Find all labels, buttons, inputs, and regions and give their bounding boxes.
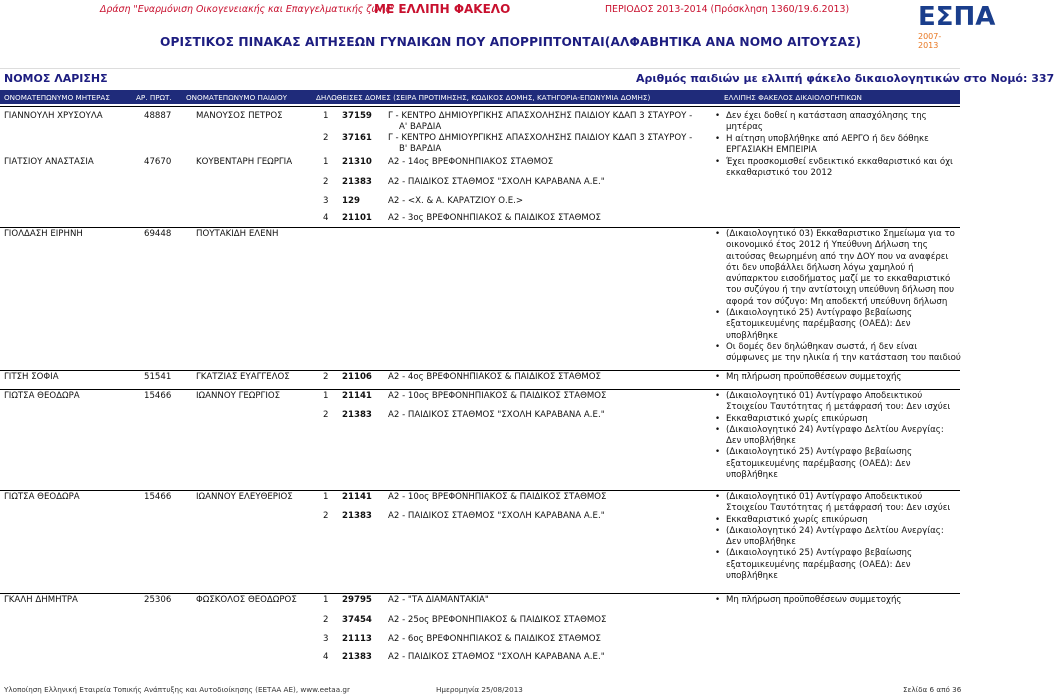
missing-documents-list <box>714 229 961 365</box>
structure-order: 2 <box>323 410 329 420</box>
prefecture-label: ΝΟΜΟΣ ΛΑΡΙΣΗΣ <box>4 72 108 85</box>
structure-name <box>388 213 601 224</box>
structure-name-line: Α2 - ΠΑΙΔΙΚΟΣ ΣΤΑΘΜΟΣ "ΣΧΟΛΗ ΚΑΡΑΒΑΝΑ Α.Ε." <box>388 511 605 521</box>
protocol-number: 48887 <box>144 111 172 121</box>
structure-name-line: Α2 - ΠΑΙΔΙΚΟΣ ΣΤΑΘΜΟΣ "ΣΧΟΛΗ ΚΑΡΑΒΑΝΑ Α.Ε." <box>388 652 605 662</box>
record-separator <box>0 389 960 390</box>
structure-code: 21383 <box>342 177 372 187</box>
espa-logo-years: 2007-2013 <box>918 32 942 50</box>
missing-document-item-line: Δεν υποβλήθηκε <box>726 537 796 548</box>
structure-code: 29795 <box>342 595 372 605</box>
missing-documents-list <box>714 391 950 481</box>
structure-name <box>388 492 606 503</box>
missing-document-item-line: Δεν υποβλήθηκε <box>726 436 796 447</box>
structure-code: 21383 <box>342 652 372 662</box>
missing-document-item: • (Δικαιολογητικό 01) Αντίγραφο Αποδεικτικού <box>714 391 950 402</box>
missing-document-item-line: σύμφωνες με την ηλικία ή την κατάσταση του παιδιού <box>726 353 961 364</box>
structure-name-line: Α' ΒΑΡΔΙΑ <box>399 122 442 133</box>
protocol-number: 47670 <box>144 157 172 167</box>
missing-document-item: • (Δικαιολογητικό 24) Αντίγραφο Δελτίου Ανεργίας: <box>714 526 950 537</box>
missing-document-item-line: εκκαθαριστικό του 2012 <box>726 168 833 179</box>
structure-name-line: Α2 - 3ος ΒΡΕΦΟΝΗΠΙΑΚΟΣ & ΠΑΙΔΙΚΟΣ ΣΤΑΘΜΟΣ <box>388 213 601 223</box>
mother-name: ΓΙΩΤΣΑ ΘΕΟΔΩΡΑ <box>4 391 80 401</box>
missing-document-item: • Δεν έχει δοθεί η κατάσταση απασχόλησης της <box>714 111 929 122</box>
structure-name <box>388 652 605 663</box>
missing-document-item-line: ότι δεν υποβάλλει δήλωση λόγω χαμηλού ή <box>726 262 914 273</box>
structure-name <box>388 410 605 421</box>
child-name: ΦΩΣΚΟΛΟΣ ΘΕΟΔΩΡΟΣ <box>196 595 297 605</box>
footer-date: Ημερομηνία 25/08/2013 <box>436 685 523 694</box>
protocol-number: 15466 <box>144 391 172 401</box>
period-label: ΠΕΡΙΟΔΟΣ 2013-2014 (Πρόσκληση 1360/19.6.2013) <box>605 4 850 15</box>
missing-document-item-line: ΕΡΓΑΣΙΑΚΗ ΕΜΠΕΙΡΙΑ <box>726 144 817 155</box>
child-name: ΜΑΝΟΥΣΟΣ ΠΕΤΡΟΣ <box>196 111 283 121</box>
espa-logo <box>918 0 996 50</box>
column-header-bar <box>0 90 960 104</box>
missing-documents-list <box>714 492 950 582</box>
missing-document-item-line: υποβλήθηκε <box>726 470 778 481</box>
page-footer <box>0 682 960 695</box>
structure-code: 37454 <box>342 615 372 625</box>
missing-document-item-line: Στοιχείου Ταυτότητας ή μετάφρασή του: Δεν ισχύει <box>726 402 951 413</box>
program-action-title: Δράση "Εναρμόνιση Οικογενειακής και Επαγγελματικής ζωής" <box>100 4 395 15</box>
structure-name-line: Α2 - 6ος ΒΡΕΦΟΝΗΠΙΑΚΟΣ & ΠΑΙΔΙΚΟΣ ΣΤΑΘΜΟΣ <box>388 634 601 644</box>
col-missing: ΕΛΛΙΠΗΣ ΦΑΚΕΛΟΣ ΔΙΚΑΙΟΛΟΓΗΤΙΚΩΝ <box>724 93 862 102</box>
structure-code: 21106 <box>342 372 372 382</box>
structure-order: 1 <box>323 391 329 401</box>
structure-code: 21141 <box>342 492 372 502</box>
missing-document-item: • (Δικαιολογητικό 25) Αντίγραφο βεβαίωσης <box>714 447 950 458</box>
structure-code: 21383 <box>342 511 372 521</box>
structure-name <box>388 511 605 522</box>
table-top-rule <box>0 106 960 107</box>
record-separator <box>0 593 960 594</box>
structure-name <box>388 595 489 606</box>
missing-document-item: • Έχει προσκομισθεί ενδεικτικό εκκαθαριστικό και όχι <box>714 157 953 168</box>
missing-document-item: • Μη πλήρωση προϋποθέσεων συμμετοχής <box>714 595 901 606</box>
missing-document-item: • (Δικαιολογητικό 01) Αντίγραφο Αποδεικτικού <box>714 492 950 503</box>
missing-document-item-line: του συζύγου ή την αντίστοιχη υπεύθυνη δήλωση που <box>726 285 955 296</box>
structure-code: 129 <box>342 196 360 206</box>
mother-name: ΓΚΑΛΗ ΔΗΜΗΤΡΑ <box>4 595 78 605</box>
structure-name <box>388 372 601 383</box>
protocol-number: 69448 <box>144 229 172 239</box>
structure-code: 21113 <box>342 634 372 644</box>
missing-documents-list <box>714 157 953 180</box>
structure-name <box>388 177 605 188</box>
missing-documents-list <box>714 372 901 383</box>
structure-order: 1 <box>323 492 329 502</box>
missing-document-item: • (Δικαιολογητικό 25) Αντίγραφο βεβαίωσης <box>714 548 950 559</box>
espa-logo-text: ΕΣΠΑ <box>918 2 996 32</box>
missing-document-item: • Μη πλήρωση προϋποθέσεων συμμετοχής <box>714 372 901 383</box>
structure-order: 2 <box>323 615 329 625</box>
record-separator <box>0 490 960 491</box>
structure-name <box>388 391 606 402</box>
col-child: ΟΝΟΜΑΤΕΠΩΝΥΜΟ ΠΑΙΔΙΟΥ <box>186 93 288 102</box>
missing-document-item-line: οικονομικό έτος 2012 ή Υπεύθυνη Δήλωση της <box>726 240 928 251</box>
mother-name: ΓΙΑΤΣΙΟΥ ΑΝΑΣΤΑΣΙΑ <box>4 157 94 167</box>
protocol-number: 25306 <box>144 595 172 605</box>
child-name: ΠΟΥΤΑΚΙΔΗ ΕΛΕΝΗ <box>196 229 279 239</box>
record-separator <box>0 227 960 228</box>
missing-document-item: • Οι δομές δεν δηλώθηκαν σωστά, ή δεν είναι <box>714 342 961 353</box>
structure-order: 3 <box>323 196 329 206</box>
structure-name-line: Β' ΒΑΡΔΙΑ <box>399 144 442 155</box>
structure-name-line: Α2 - 25ος ΒΡΕΦΟΝΗΠΙΑΚΟΣ & ΠΑΙΔΙΚΟΣ ΣΤΑΘΜΟΣ <box>388 615 607 625</box>
structure-order: 2 <box>323 372 329 382</box>
structure-name <box>388 157 553 168</box>
structure-name <box>388 196 523 207</box>
structure-order: 1 <box>323 595 329 605</box>
structure-order: 4 <box>323 213 329 223</box>
missing-document-item: • (Δικαιολογητικό 24) Αντίγραφο Δελτίου Ανεργίας: <box>714 425 950 436</box>
protocol-number: 51541 <box>144 372 172 382</box>
footer-publisher: Υλοποίηση Ελληνική Εταιρεία Τοπικής Ανάπτυξης και Αυτοδιοίκησης (ΕΕΤΑΑ ΑΕ), www.eetaa.gr <box>4 685 350 694</box>
structure-name-line: Α2 - 4ος ΒΡΕΦΟΝΗΠΙΑΚΟΣ & ΠΑΙΔΙΚΟΣ ΣΤΑΘΜΟΣ <box>388 372 601 382</box>
structure-name-line: Α2 - "ΤΑ ΔΙΑΜΑΝΤΑΚΙΑ" <box>388 595 489 605</box>
footer-page: Σελίδα 6 από 36 <box>903 685 962 694</box>
structure-name <box>388 133 692 156</box>
missing-document-item-line: Στοιχείου Ταυτότητας ή μετάφρασή του: Δεν ισχύει <box>726 503 951 514</box>
missing-document-item: • (Δικαιολογητικό 25) Αντίγραφο βεβαίωσης <box>714 308 961 319</box>
child-name: ΓΚΑΤΖΙΑΣ ΕΥΑΓΓΕΛΟΣ <box>196 372 290 382</box>
mother-name: ΓΙΑΝΝΟΥΛΗ ΧΡΥΣΟΥΛΑ <box>4 111 103 121</box>
child-name: ΙΩΑΝΝΟΥ ΓΕΩΡΓΙΟΣ <box>196 391 281 401</box>
missing-document-item-line: ανύπαρκτου εισοδήματος μαζί με το εκκαθαριστικό <box>726 274 951 285</box>
structure-name <box>388 111 692 134</box>
structure-name-line: Α2 - ΠΑΙΔΙΚΟΣ ΣΤΑΘΜΟΣ "ΣΧΟΛΗ ΚΑΡΑΒΑΝΑ Α.Ε." <box>388 177 605 187</box>
mother-name: ΓΙΩΤΣΑ ΘΕΟΔΩΡΑ <box>4 492 80 502</box>
structure-name-line: Α2 - 14ος ΒΡΕΦΟΝΗΠΙΑΚΟΣ ΣΤΑΘΜΟΣ <box>388 157 554 167</box>
prefecture-count: Αριθμός παιδιών με ελλιπή φάκελο δικαιολογητικών στο Νομό: 337 <box>636 72 1054 85</box>
missing-document-item-line: εξατομικευμένης παρέμβασης (ΟΑΕΔ): Δεν <box>726 458 911 469</box>
structure-code: 37159 <box>342 111 372 121</box>
missing-document-item: • Η αίτηση υποβλήθηκε από ΑΕΡΓΟ ή δεν δόθηκε <box>714 134 929 145</box>
col-mother: ΟΝΟΜΑΤΕΠΩΝΥΜΟ ΜΗΤΕΡΑΣ <box>4 93 110 102</box>
missing-document-item-line: υποβλήθηκε <box>726 571 778 582</box>
missing-file-heading: ΜΕ ΕΛΛΙΠΗ ΦΑΚΕΛΟ <box>374 2 511 16</box>
mother-name: ΓΙΟΛΔΑΣΗ ΕΙΡΗΝΗ <box>4 229 83 239</box>
missing-document-item-line: αφορά τον σύζυγο: Μη αποδεκτή υπεύθυνη δήλωση <box>726 296 948 307</box>
structure-order: 1 <box>323 157 329 167</box>
missing-document-item: • (Δικαιολογητικό 03) Εκκαθαριστικο Σημείωμα για το <box>714 229 961 240</box>
missing-document-item-line: αιτούσας θεωρημένη από την ΔΟΥ που να αναφέρει <box>726 251 949 262</box>
missing-documents-list <box>714 111 929 156</box>
structure-name <box>388 615 606 626</box>
missing-document-item-line: μητέρας <box>726 122 763 133</box>
structure-order: 1 <box>323 111 329 121</box>
missing-document-item-line: υποβλήθηκε <box>726 330 778 341</box>
mother-name: ΓΙΤΣΗ ΣΟΦΙΑ <box>4 372 59 382</box>
structure-code: 21310 <box>342 157 372 167</box>
structure-order: 2 <box>323 133 329 143</box>
structure-name-line: Α2 - <Χ. & Α. ΚΑΡΑΤΖΙΟΥ Ο.Ε.> <box>388 196 524 206</box>
missing-document-item-line: εξατομικευμένης παρέμβασης (ΟΑΕΔ): Δεν <box>726 319 911 330</box>
col-structures: ΔΗΛΩΘΕΙΣΕΣ ΔΟΜΕΣ (ΣΕΙΡΑ ΠΡΟΤΙΜΗΣΗΣ, ΚΩΔΙΚΟΣ ΔΟΜΗΣ, ΚΑΤΗΓΟΡΙΑ-ΕΠΩΝΥΜΙΑ ΔΟΜΗΣ) <box>316 93 651 102</box>
structure-code: 37161 <box>342 133 372 143</box>
structure-code: 21141 <box>342 391 372 401</box>
structure-order: 3 <box>323 634 329 644</box>
structure-name-line: Γ - ΚΕΝΤΡΟ ΔΗΜΙΟΥΡΓΙΚΗΣ ΑΠΑΣΧΟΛΗΣΗΣ ΠΑΙΔΙΟΥ ΚΔΑΠ 3 ΣΤΑΥΡΟΥ - <box>388 133 693 143</box>
child-name: ΙΩΑΝΝΟΥ ΕΛΕΥΘΕΡΙΟΣ <box>196 492 293 502</box>
structure-name-line: Α2 - ΠΑΙΔΙΚΟΣ ΣΤΑΘΜΟΣ "ΣΧΟΛΗ ΚΑΡΑΒΑΝΑ Α.Ε." <box>388 410 605 420</box>
document-title: ΟΡΙΣΤΙΚΟΣ ΠΙΝΑΚΑΣ ΑΙΤΗΣΕΩΝ ΓΥΝΑΙΚΩΝ ΠΟΥ ΑΠΟΡΡΙΠΤΟΝΤΑΙ(ΑΛΦΑΒΗΤΙΚΑ ΑΝΑ ΝΟΜΟ ΑΙΤΟΥΣΑΣ) <box>160 35 862 49</box>
missing-document-item-line: εξατομικευμένης παρέμβασης (ΟΑΕΔ): Δεν <box>726 559 911 570</box>
structure-name-line: Α2 - 10ος ΒΡΕΦΟΝΗΠΙΑΚΟΣ & ΠΑΙΔΙΚΟΣ ΣΤΑΘΜΟΣ <box>388 492 607 502</box>
structure-code: 21101 <box>342 213 372 223</box>
prefecture-bar <box>0 68 1054 88</box>
protocol-number: 15466 <box>144 492 172 502</box>
structure-order: 2 <box>323 511 329 521</box>
missing-document-item: • Εκκαθαριστικό χωρίς επικύρωση <box>714 414 950 425</box>
structure-code: 21383 <box>342 410 372 420</box>
structure-name-line: Α2 - 10ος ΒΡΕΦΟΝΗΠΙΑΚΟΣ & ΠΑΙΔΙΚΟΣ ΣΤΑΘΜΟΣ <box>388 391 607 401</box>
structure-order: 2 <box>323 177 329 187</box>
missing-documents-list <box>714 595 901 606</box>
col-protocol: ΑΡ. ΠΡΩΤ. <box>136 93 172 102</box>
structure-name <box>388 634 601 645</box>
record-separator <box>0 370 960 371</box>
child-name: ΚΟΥΒΕΝΤΑΡΗ ΓΕΩΡΓΙΑ <box>196 157 293 167</box>
missing-document-item: • Εκκαθαριστικό χωρίς επικύρωση <box>714 515 950 526</box>
structure-order: 4 <box>323 652 329 662</box>
structure-name-line: Γ - ΚΕΝΤΡΟ ΔΗΜΙΟΥΡΓΙΚΗΣ ΑΠΑΣΧΟΛΗΣΗΣ ΠΑΙΔΙΟΥ ΚΔΑΠ 3 ΣΤΑΥΡΟΥ - <box>388 111 693 121</box>
